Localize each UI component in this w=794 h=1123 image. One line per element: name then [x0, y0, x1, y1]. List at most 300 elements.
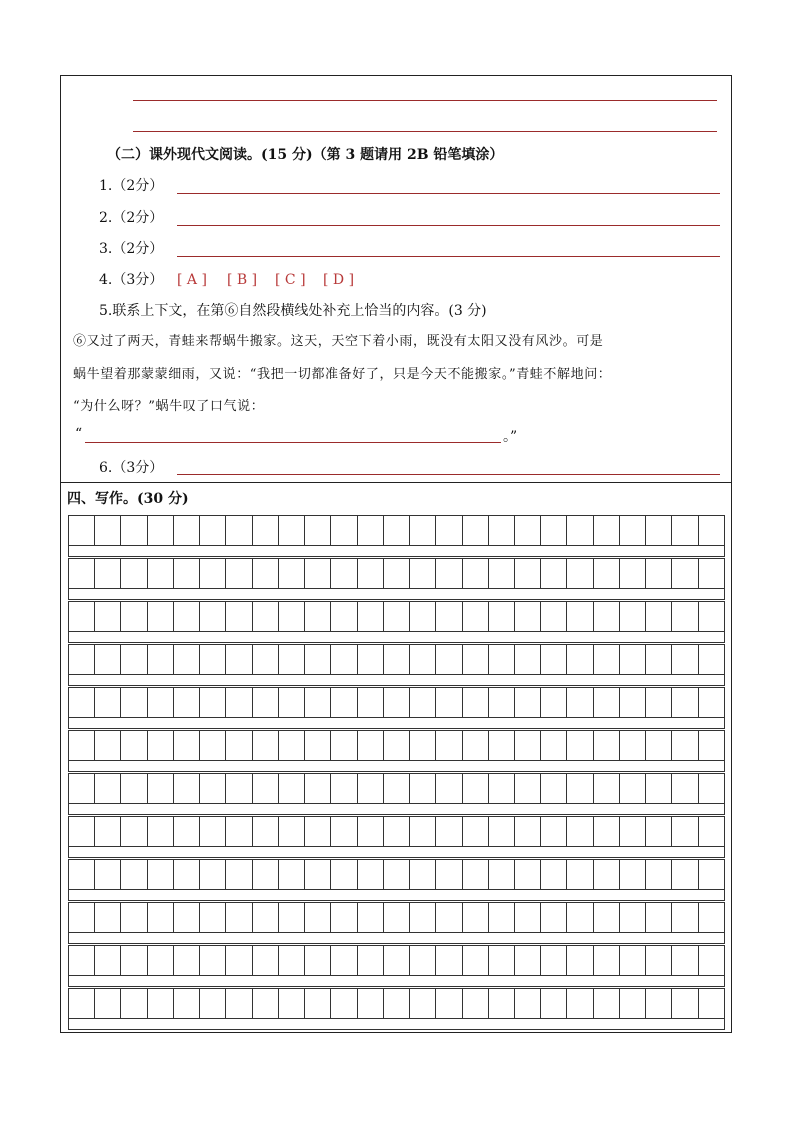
grid-cell[interactable]: [515, 731, 541, 760]
grid-cell[interactable]: [541, 774, 567, 803]
grid-cell[interactable]: [253, 946, 279, 975]
grid-cell[interactable]: [121, 774, 147, 803]
grid-cell[interactable]: [489, 688, 515, 717]
grid-cell[interactable]: [567, 602, 593, 631]
grid-cell[interactable]: [174, 774, 200, 803]
grid-cell[interactable]: [331, 688, 357, 717]
grid-cell[interactable]: [567, 774, 593, 803]
grid-cell[interactable]: [489, 860, 515, 889]
grid-cell[interactable]: [384, 817, 410, 846]
grid-cell[interactable]: [121, 946, 147, 975]
grid-cell[interactable]: [279, 688, 305, 717]
grid-cell[interactable]: [331, 516, 357, 545]
grid-cell[interactable]: [436, 602, 462, 631]
grid-cell[interactable]: [567, 731, 593, 760]
grid-cell[interactable]: [541, 602, 567, 631]
grid-cell[interactable]: [95, 688, 121, 717]
grid-cell[interactable]: [699, 731, 724, 760]
grid-cell[interactable]: [489, 559, 515, 588]
grid-cell[interactable]: [672, 731, 698, 760]
grid-cell[interactable]: [410, 774, 436, 803]
grid-cell[interactable]: [410, 688, 436, 717]
grid-cell[interactable]: [672, 903, 698, 932]
grid-cell[interactable]: [174, 516, 200, 545]
grid-cell[interactable]: [515, 688, 541, 717]
grid-cell[interactable]: [567, 946, 593, 975]
grid-cell[interactable]: [174, 559, 200, 588]
grid-cell[interactable]: [620, 989, 646, 1018]
grid-cell[interactable]: [279, 602, 305, 631]
grid-cell[interactable]: [567, 817, 593, 846]
grid-cell[interactable]: [594, 989, 620, 1018]
grid-cell[interactable]: [436, 645, 462, 674]
grid-cell[interactable]: [672, 817, 698, 846]
grid-cell[interactable]: [226, 860, 252, 889]
grid-cell[interactable]: [541, 731, 567, 760]
grid-cell[interactable]: [279, 516, 305, 545]
grid-cell[interactable]: [174, 989, 200, 1018]
grid-cell[interactable]: [620, 903, 646, 932]
grid-cell[interactable]: [69, 645, 95, 674]
grid-cell[interactable]: [436, 516, 462, 545]
grid-cell[interactable]: [95, 602, 121, 631]
grid-cell[interactable]: [646, 774, 672, 803]
grid-cell[interactable]: [384, 903, 410, 932]
grid-cell[interactable]: [148, 602, 174, 631]
grid-cell[interactable]: [69, 903, 95, 932]
grid-cell[interactable]: [226, 559, 252, 588]
grid-cell[interactable]: [436, 860, 462, 889]
grid-cell[interactable]: [174, 645, 200, 674]
grid-cell[interactable]: [489, 817, 515, 846]
grid-cell[interactable]: [95, 946, 121, 975]
grid-cell[interactable]: [699, 688, 724, 717]
grid-cell[interactable]: [279, 731, 305, 760]
grid-cell[interactable]: [358, 602, 384, 631]
grid-cell[interactable]: [594, 817, 620, 846]
grid-cell[interactable]: [436, 688, 462, 717]
grid-cell[interactable]: [200, 903, 226, 932]
grid-cell[interactable]: [463, 774, 489, 803]
grid-cell[interactable]: [305, 989, 331, 1018]
grid-cell[interactable]: [305, 903, 331, 932]
grid-cell[interactable]: [279, 903, 305, 932]
grid-cell[interactable]: [515, 946, 541, 975]
grid-cell[interactable]: [541, 645, 567, 674]
grid-cell[interactable]: [594, 688, 620, 717]
grid-cell[interactable]: [515, 903, 541, 932]
grid-cell[interactable]: [463, 817, 489, 846]
grid-cell[interactable]: [358, 946, 384, 975]
grid-cell[interactable]: [410, 860, 436, 889]
grid-cell[interactable]: [200, 602, 226, 631]
grid-cell[interactable]: [515, 602, 541, 631]
grid-cell[interactable]: [489, 516, 515, 545]
grid-cell[interactable]: [646, 559, 672, 588]
grid-cell[interactable]: [489, 903, 515, 932]
grid-cell[interactable]: [226, 946, 252, 975]
grid-cell[interactable]: [331, 645, 357, 674]
grid-cell[interactable]: [279, 946, 305, 975]
grid-cell[interactable]: [358, 688, 384, 717]
grid-cell[interactable]: [121, 989, 147, 1018]
grid-cell[interactable]: [121, 516, 147, 545]
grid-cell[interactable]: [699, 860, 724, 889]
grid-cell[interactable]: [121, 602, 147, 631]
grid-cell[interactable]: [226, 688, 252, 717]
grid-cell[interactable]: [541, 559, 567, 588]
grid-cell[interactable]: [541, 903, 567, 932]
grid-cell[interactable]: [305, 516, 331, 545]
grid-cell[interactable]: [646, 645, 672, 674]
grid-cell[interactable]: [646, 602, 672, 631]
grid-cell[interactable]: [121, 559, 147, 588]
grid-cell[interactable]: [699, 645, 724, 674]
answer-line[interactable]: [133, 131, 717, 132]
grid-cell[interactable]: [436, 989, 462, 1018]
grid-cell[interactable]: [672, 602, 698, 631]
grid-cell[interactable]: [121, 860, 147, 889]
grid-cell[interactable]: [174, 817, 200, 846]
grid-cell[interactable]: [384, 559, 410, 588]
grid-cell[interactable]: [646, 946, 672, 975]
grid-cell[interactable]: [594, 774, 620, 803]
grid-cell[interactable]: [331, 903, 357, 932]
grid-cell[interactable]: [331, 602, 357, 631]
grid-cell[interactable]: [200, 559, 226, 588]
grid-cell[interactable]: [95, 731, 121, 760]
grid-cell[interactable]: [69, 860, 95, 889]
grid-cell[interactable]: [279, 817, 305, 846]
grid-cell[interactable]: [69, 989, 95, 1018]
question-1-answer-line[interactable]: [177, 193, 720, 194]
grid-cell[interactable]: [463, 645, 489, 674]
grid-cell[interactable]: [174, 860, 200, 889]
grid-cell[interactable]: [594, 645, 620, 674]
grid-cell[interactable]: [69, 946, 95, 975]
answer-line[interactable]: [133, 100, 717, 101]
grid-cell[interactable]: [121, 731, 147, 760]
grid-cell[interactable]: [594, 731, 620, 760]
grid-cell[interactable]: [279, 860, 305, 889]
grid-cell[interactable]: [541, 860, 567, 889]
grid-cell[interactable]: [699, 559, 724, 588]
grid-cell[interactable]: [174, 602, 200, 631]
grid-cell[interactable]: [620, 946, 646, 975]
grid-cell[interactable]: [148, 645, 174, 674]
grid-cell[interactable]: [253, 731, 279, 760]
grid-cell[interactable]: [567, 516, 593, 545]
grid-cell[interactable]: [515, 774, 541, 803]
question-3-answer-line[interactable]: [177, 256, 720, 257]
grid-cell[interactable]: [226, 645, 252, 674]
grid-cell[interactable]: [620, 516, 646, 545]
grid-cell[interactable]: [672, 559, 698, 588]
grid-cell[interactable]: [672, 645, 698, 674]
grid-cell[interactable]: [331, 774, 357, 803]
grid-cell[interactable]: [699, 774, 724, 803]
grid-cell[interactable]: [620, 559, 646, 588]
grid-cell[interactable]: [541, 989, 567, 1018]
grid-cell[interactable]: [594, 516, 620, 545]
grid-cell[interactable]: [384, 989, 410, 1018]
grid-cell[interactable]: [331, 559, 357, 588]
grid-cell[interactable]: [463, 516, 489, 545]
composition-grid[interactable]: [68, 515, 725, 1029]
grid-cell[interactable]: [148, 817, 174, 846]
grid-cell[interactable]: [305, 860, 331, 889]
grid-cell[interactable]: [121, 903, 147, 932]
grid-cell[interactable]: [646, 731, 672, 760]
grid-cell[interactable]: [253, 516, 279, 545]
grid-cell[interactable]: [594, 559, 620, 588]
grid-cell[interactable]: [541, 817, 567, 846]
grid-cell[interactable]: [384, 946, 410, 975]
grid-cell[interactable]: [699, 817, 724, 846]
grid-cell[interactable]: [148, 688, 174, 717]
question-6-answer-line[interactable]: [177, 474, 720, 475]
grid-cell[interactable]: [174, 946, 200, 975]
option-d-bubble[interactable]: [ D ]: [323, 272, 355, 288]
grid-cell[interactable]: [410, 645, 436, 674]
grid-cell[interactable]: [620, 817, 646, 846]
grid-cell[interactable]: [253, 559, 279, 588]
grid-cell[interactable]: [200, 946, 226, 975]
grid-cell[interactable]: [253, 903, 279, 932]
grid-cell[interactable]: [253, 774, 279, 803]
grid-cell[interactable]: [410, 559, 436, 588]
grid-cell[interactable]: [279, 645, 305, 674]
grid-cell[interactable]: [253, 645, 279, 674]
grid-cell[interactable]: [226, 817, 252, 846]
grid-cell[interactable]: [95, 516, 121, 545]
grid-cell[interactable]: [463, 903, 489, 932]
grid-cell[interactable]: [567, 903, 593, 932]
grid-cell[interactable]: [253, 860, 279, 889]
grid-cell[interactable]: [646, 989, 672, 1018]
grid-cell[interactable]: [121, 688, 147, 717]
grid-cell[interactable]: [305, 731, 331, 760]
grid-cell[interactable]: [515, 989, 541, 1018]
grid-cell[interactable]: [148, 731, 174, 760]
grid-cell[interactable]: [200, 817, 226, 846]
grid-cell[interactable]: [69, 731, 95, 760]
grid-cell[interactable]: [515, 817, 541, 846]
grid-cell[interactable]: [620, 602, 646, 631]
grid-cell[interactable]: [69, 602, 95, 631]
grid-cell[interactable]: [174, 731, 200, 760]
grid-cell[interactable]: [620, 645, 646, 674]
grid-cell[interactable]: [331, 860, 357, 889]
grid-cell[interactable]: [489, 645, 515, 674]
grid-cell[interactable]: [358, 559, 384, 588]
grid-cell[interactable]: [95, 559, 121, 588]
grid-cell[interactable]: [279, 989, 305, 1018]
grid-cell[interactable]: [410, 989, 436, 1018]
grid-cell[interactable]: [200, 774, 226, 803]
grid-cell[interactable]: [305, 774, 331, 803]
grid-cell[interactable]: [620, 774, 646, 803]
grid-cell[interactable]: [69, 774, 95, 803]
grid-cell[interactable]: [95, 774, 121, 803]
grid-cell[interactable]: [148, 559, 174, 588]
grid-cell[interactable]: [489, 946, 515, 975]
grid-cell[interactable]: [594, 946, 620, 975]
grid-cell[interactable]: [489, 602, 515, 631]
grid-cell[interactable]: [358, 860, 384, 889]
grid-cell[interactable]: [226, 774, 252, 803]
grid-cell[interactable]: [331, 946, 357, 975]
grid-cell[interactable]: [200, 688, 226, 717]
grid-cell[interactable]: [567, 860, 593, 889]
grid-cell[interactable]: [463, 989, 489, 1018]
grid-cell[interactable]: [305, 559, 331, 588]
option-a-bubble[interactable]: [ A ]: [177, 272, 207, 288]
grid-cell[interactable]: [148, 860, 174, 889]
option-c-bubble[interactable]: [ C ]: [275, 272, 306, 288]
grid-cell[interactable]: [200, 516, 226, 545]
grid-cell[interactable]: [69, 516, 95, 545]
grid-cell[interactable]: [646, 688, 672, 717]
grid-cell[interactable]: [279, 559, 305, 588]
grid-cell[interactable]: [305, 602, 331, 631]
grid-cell[interactable]: [699, 946, 724, 975]
grid-cell[interactable]: [436, 946, 462, 975]
grid-cell[interactable]: [620, 860, 646, 889]
grid-cell[interactable]: [646, 817, 672, 846]
grid-cell[interactable]: [699, 903, 724, 932]
grid-cell[interactable]: [672, 946, 698, 975]
grid-cell[interactable]: [200, 731, 226, 760]
grid-cell[interactable]: [436, 774, 462, 803]
grid-cell[interactable]: [410, 946, 436, 975]
grid-cell[interactable]: [358, 516, 384, 545]
grid-cell[interactable]: [672, 516, 698, 545]
grid-cell[interactable]: [200, 645, 226, 674]
grid-cell[interactable]: [515, 516, 541, 545]
grid-cell[interactable]: [436, 903, 462, 932]
grid-cell[interactable]: [384, 860, 410, 889]
grid-cell[interactable]: [541, 516, 567, 545]
grid-cell[interactable]: [646, 860, 672, 889]
grid-cell[interactable]: [699, 989, 724, 1018]
option-b-bubble[interactable]: [ B ]: [227, 272, 258, 288]
grid-cell[interactable]: [279, 774, 305, 803]
grid-cell[interactable]: [253, 602, 279, 631]
grid-cell[interactable]: [515, 559, 541, 588]
grid-cell[interactable]: [226, 903, 252, 932]
grid-cell[interactable]: [463, 946, 489, 975]
grid-cell[interactable]: [95, 817, 121, 846]
grid-cell[interactable]: [410, 817, 436, 846]
grid-cell[interactable]: [672, 774, 698, 803]
grid-cell[interactable]: [331, 817, 357, 846]
grid-cell[interactable]: [567, 688, 593, 717]
grid-cell[interactable]: [95, 989, 121, 1018]
grid-cell[interactable]: [305, 946, 331, 975]
grid-cell[interactable]: [121, 645, 147, 674]
question-5-answer-line[interactable]: [85, 442, 501, 443]
grid-cell[interactable]: [148, 516, 174, 545]
grid-cell[interactable]: [384, 731, 410, 760]
grid-cell[interactable]: [384, 774, 410, 803]
grid-cell[interactable]: [200, 860, 226, 889]
grid-cell[interactable]: [672, 989, 698, 1018]
grid-cell[interactable]: [463, 602, 489, 631]
grid-cell[interactable]: [410, 731, 436, 760]
grid-cell[interactable]: [489, 989, 515, 1018]
grid-cell[interactable]: [672, 860, 698, 889]
grid-cell[interactable]: [95, 903, 121, 932]
grid-cell[interactable]: [410, 602, 436, 631]
grid-cell[interactable]: [699, 516, 724, 545]
grid-cell[interactable]: [305, 817, 331, 846]
grid-cell[interactable]: [331, 731, 357, 760]
grid-cell[interactable]: [410, 516, 436, 545]
grid-cell[interactable]: [305, 688, 331, 717]
grid-cell[interactable]: [226, 602, 252, 631]
grid-cell[interactable]: [567, 559, 593, 588]
grid-cell[interactable]: [567, 645, 593, 674]
grid-cell[interactable]: [253, 817, 279, 846]
grid-cell[interactable]: [358, 774, 384, 803]
grid-cell[interactable]: [358, 645, 384, 674]
grid-cell[interactable]: [463, 559, 489, 588]
question-2-answer-line[interactable]: [177, 225, 720, 226]
grid-cell[interactable]: [358, 817, 384, 846]
grid-cell[interactable]: [463, 688, 489, 717]
grid-cell[interactable]: [358, 989, 384, 1018]
grid-cell[interactable]: [436, 817, 462, 846]
grid-cell[interactable]: [620, 731, 646, 760]
grid-cell[interactable]: [515, 645, 541, 674]
grid-cell[interactable]: [384, 516, 410, 545]
grid-cell[interactable]: [384, 602, 410, 631]
grid-cell[interactable]: [226, 516, 252, 545]
grid-cell[interactable]: [594, 860, 620, 889]
grid-cell[interactable]: [436, 559, 462, 588]
grid-cell[interactable]: [620, 688, 646, 717]
grid-cell[interactable]: [672, 688, 698, 717]
grid-cell[interactable]: [69, 817, 95, 846]
grid-cell[interactable]: [174, 903, 200, 932]
grid-cell[interactable]: [541, 688, 567, 717]
grid-cell[interactable]: [489, 774, 515, 803]
grid-cell[interactable]: [253, 688, 279, 717]
grid-cell[interactable]: [226, 731, 252, 760]
grid-cell[interactable]: [699, 602, 724, 631]
grid-cell[interactable]: [69, 559, 95, 588]
grid-cell[interactable]: [384, 688, 410, 717]
grid-cell[interactable]: [253, 989, 279, 1018]
grid-cell[interactable]: [594, 602, 620, 631]
grid-cell[interactable]: [148, 903, 174, 932]
grid-cell[interactable]: [358, 731, 384, 760]
grid-cell[interactable]: [69, 688, 95, 717]
grid-cell[interactable]: [489, 731, 515, 760]
grid-cell[interactable]: [541, 946, 567, 975]
grid-cell[interactable]: [594, 903, 620, 932]
grid-cell[interactable]: [148, 774, 174, 803]
grid-cell[interactable]: [463, 860, 489, 889]
grid-cell[interactable]: [200, 989, 226, 1018]
grid-cell[interactable]: [148, 946, 174, 975]
grid-cell[interactable]: [148, 989, 174, 1018]
grid-cell[interactable]: [331, 989, 357, 1018]
grid-cell[interactable]: [358, 903, 384, 932]
grid-cell[interactable]: [567, 989, 593, 1018]
grid-cell[interactable]: [226, 989, 252, 1018]
